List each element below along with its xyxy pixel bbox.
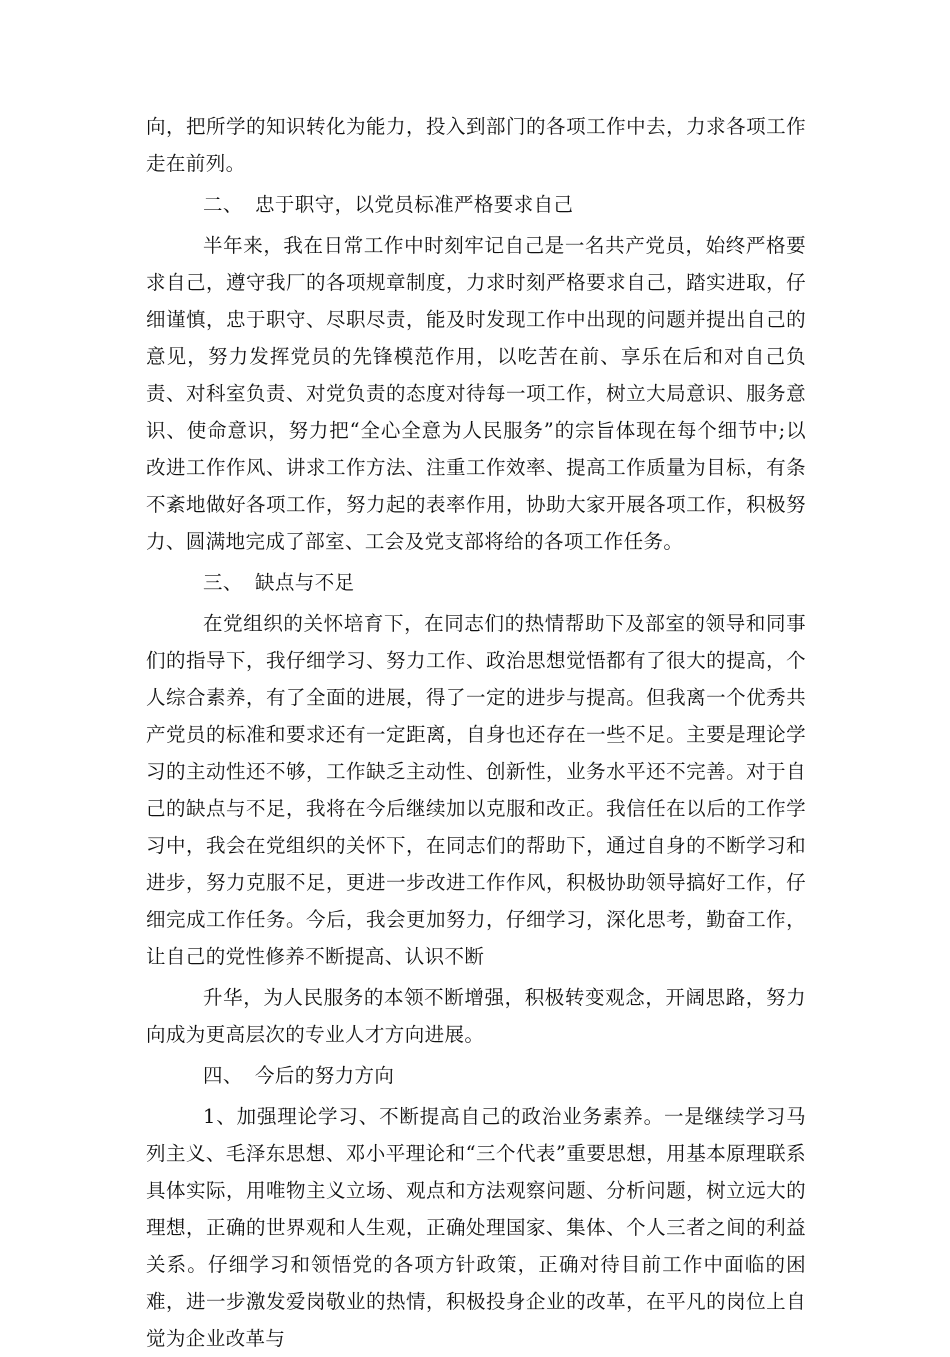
section-number: 三、: [203, 571, 243, 594]
section-title: 缺点与不足: [255, 571, 355, 594]
section3-paragraph-2: 升华，为人民服务的本领不断增强，积极转变观念，开阔思路，努力向成为更高层次的专业人才方向进展。: [146, 986, 806, 1046]
section-number: 四、: [203, 1064, 243, 1087]
section-heading-4: [146, 1057, 806, 1094]
section4-paragraph: 1、加强理论学习、不断提高自己的政治业务素养。一是继续学习马列主义、毛泽东思想、邓小平理论和“三个代表”重要思想，用基本原理联系具体实际，用唯物主义立场、观点和方法观察问题、分析问题，树立远大的理想，正确的世界观和人生观，正确处理国家、集体、个人三者之间的利益关系。仔细学习和领悟党的各项方针政策，正确对待目前工作中面临的困难，进一步激发爱岗敬业的热情，积极投身企业的改革，在平凡的岗位上自觉为企业改革与: [146, 1105, 806, 1350]
section3-paragraph-1: 在党组织的关怀培育下，在同志们的热情帮助下及部室的领导和同事们的指导下，我仔细学习、努力工作、政治思想觉悟都有了很大的提高，个人综合素养，有了全面的进展，得了一定的进步与提高。但我离一个优秀共产党员的标准和要求还有一定距离，自身也还存在一些不足。主要是理论学习的主动性还不够，工作缺乏主动性、创新性，业务水平还不完善。对于自己的缺点与不足，我将在今后继续加以克服和改正。我信任在以后的工作学习中，我会在党组织的关怀下，在同志们的帮助下，通过自身的不断学习和进步，努力克服不足，更进一步改进工作作风，积极协助领导搞好工作，仔细完成工作任务。今后，我会更加努力，仔细学习，深化思考，勤奋工作，让自己的党性修养不断提高、认识不断: [146, 612, 806, 968]
section2-paragraph: 半年来，我在日常工作中时刻牢记自己是一名共产党员，始终严格要求自己，遵守我厂的各项规章制度，力求时刻严格要求自己，踏实进取，仔细谨慎，忠于职守、尽职尽责，能及时发现工作中出现的问题并提出自己的意见，努力发挥党员的先锋模范作用，以吃苦在前、享乐在后和对自己负责、对科室负责、对党负责的态度对待每一项工作，树立大局意识、服务意识、使命意识，努力把“全心全意为人民服务”的宗旨体现在每个细节中;以改进工作作风、讲求工作方法、注重工作效率、提高工作质量为目标，有条不紊地做好各项工作，努力起的表率作用，协助大家开展各项工作，积极努力、圆满地完成了部室、工会及党支部将给的各项工作任务。: [146, 234, 806, 553]
document-body: [146, 108, 806, 1357]
intro-paragraph: 向，把所学的知识转化为能力，投入到部门的各项工作中去，力求各项工作走在前列。: [146, 115, 806, 175]
section-title: 忠于职守，以党员标准严格要求自己: [255, 193, 574, 216]
section-number: 二、: [203, 193, 243, 216]
section-title: 今后的努力方向: [255, 1064, 395, 1087]
section-heading-2: [146, 186, 806, 223]
section-heading-3: [146, 564, 806, 601]
